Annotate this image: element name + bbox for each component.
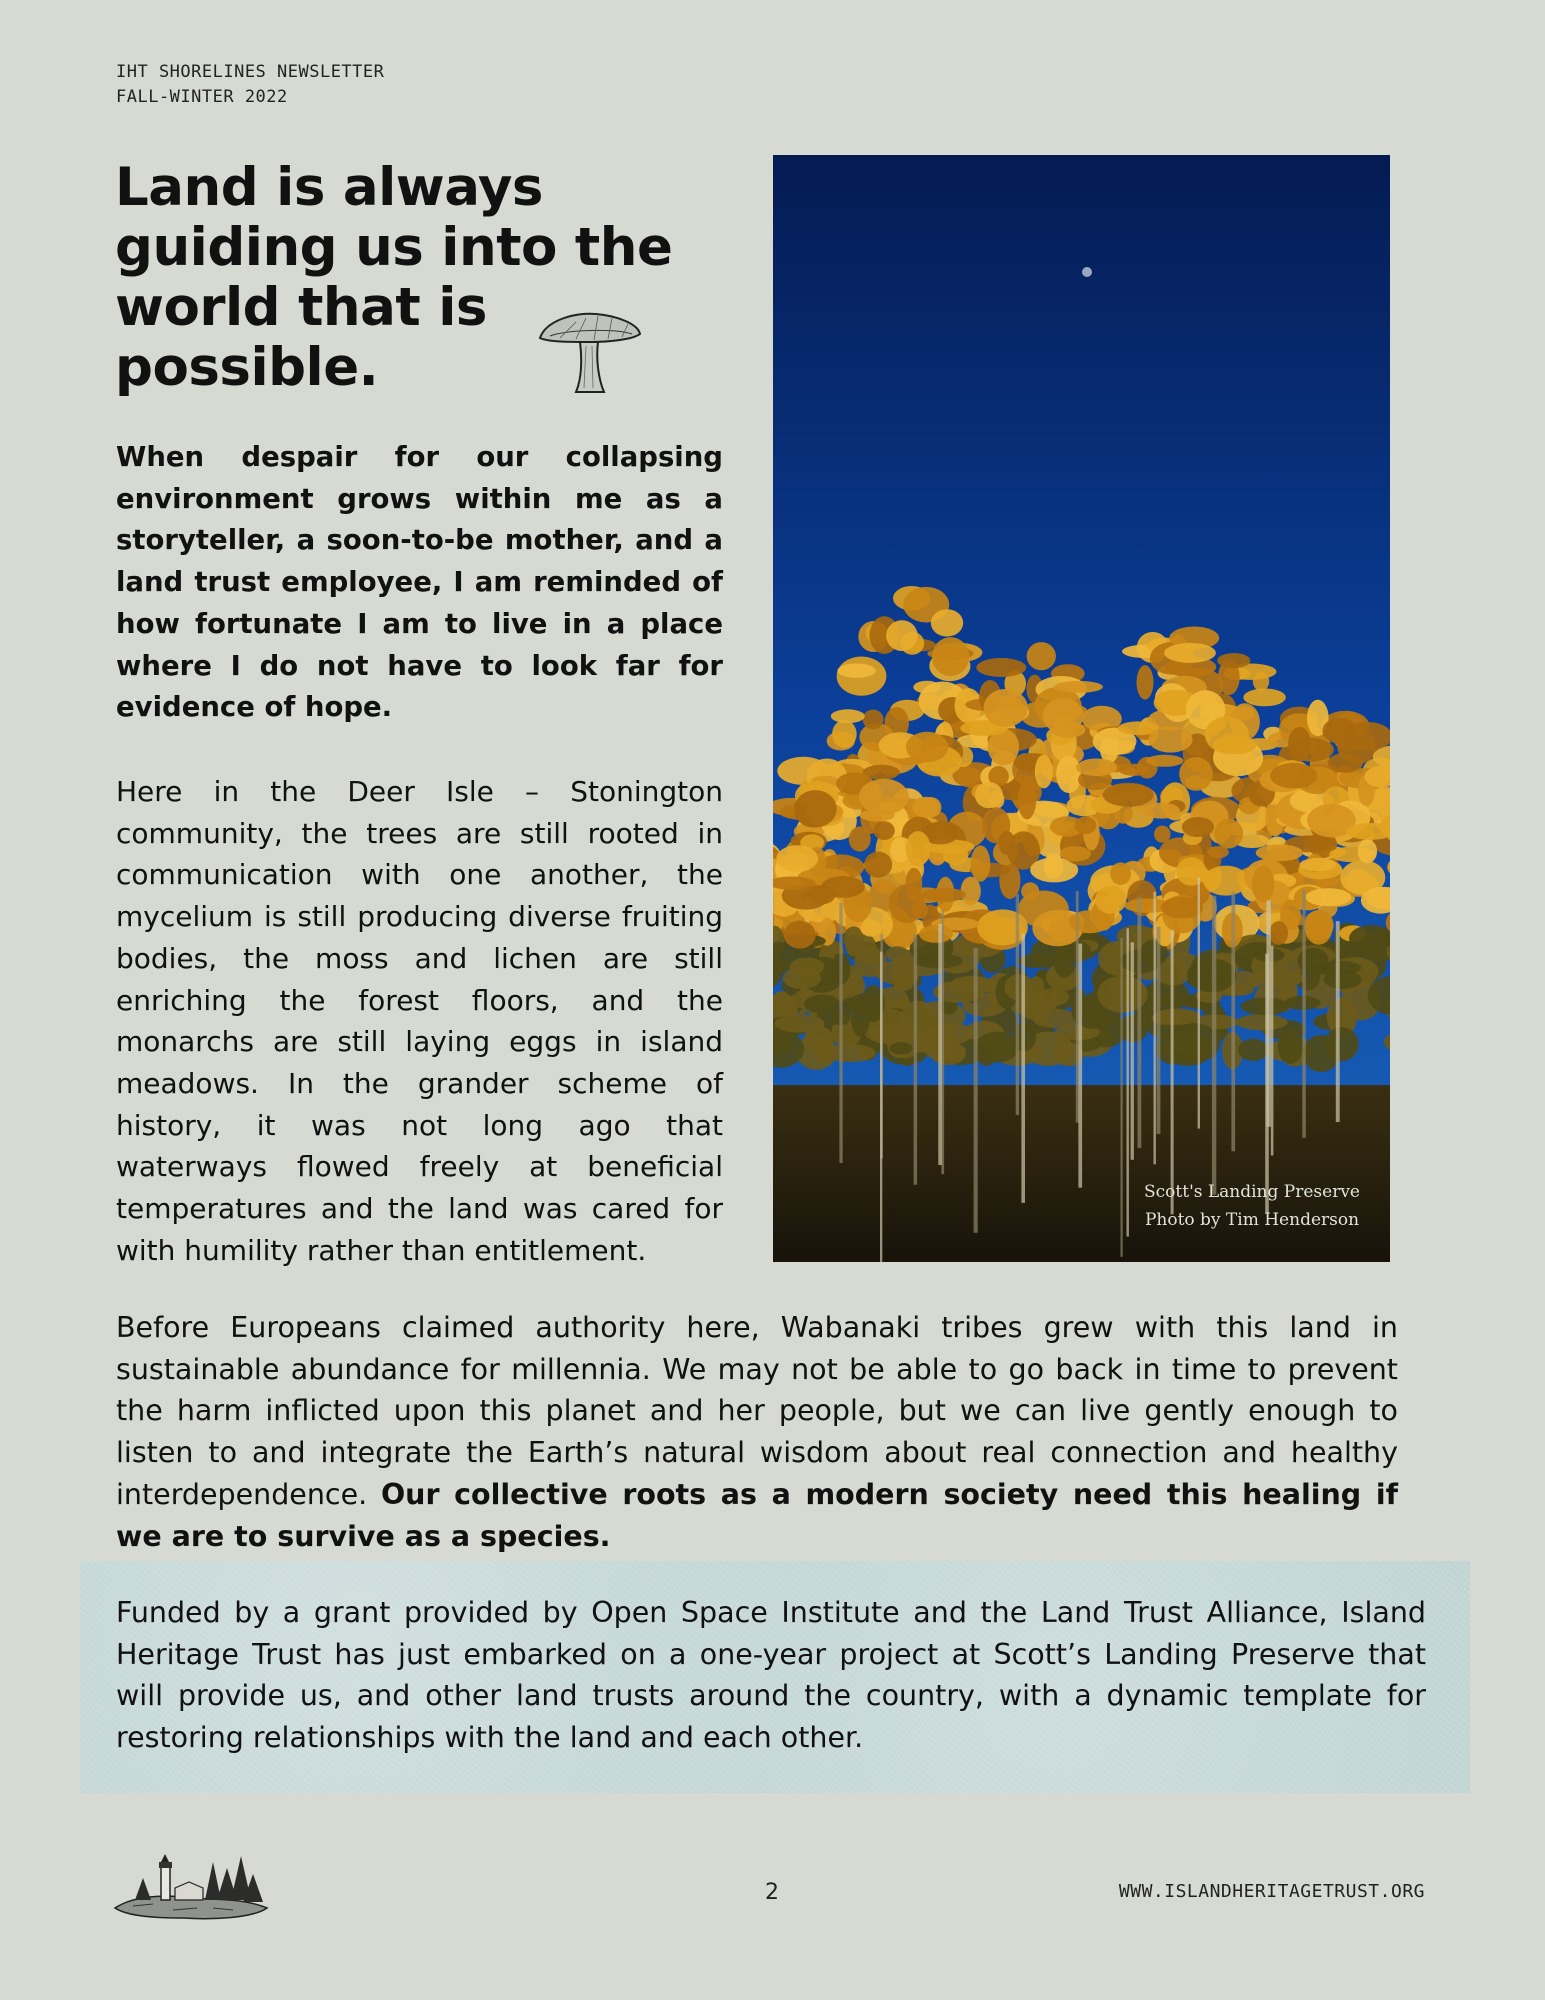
foliage-cluster bbox=[1119, 764, 1150, 776]
tree-trunk bbox=[1212, 896, 1216, 1195]
photo-caption-location: Scott's Landing Preserve bbox=[1144, 1182, 1360, 1202]
foliage-cluster bbox=[863, 710, 884, 730]
tree-trunk bbox=[1078, 944, 1082, 1188]
foliage-cluster bbox=[889, 1042, 912, 1054]
foliage-cluster bbox=[784, 921, 816, 949]
foliage-cluster bbox=[849, 826, 871, 851]
foliage-cluster bbox=[831, 709, 865, 723]
foliage-cluster bbox=[977, 909, 1028, 945]
website-link[interactable]: WWW.ISLANDHERITAGETRUST.ORG bbox=[1118, 1881, 1425, 1902]
foliage-cluster bbox=[894, 979, 913, 991]
foliage-cluster bbox=[1161, 897, 1204, 919]
foliage-cluster bbox=[1095, 886, 1127, 914]
tree-trunk bbox=[839, 903, 842, 1163]
forest-image bbox=[773, 155, 1390, 1262]
foliage-cluster bbox=[1053, 944, 1076, 978]
foliage-cluster bbox=[1164, 643, 1216, 663]
foliage-cluster bbox=[1270, 763, 1317, 789]
newsletter-name: IHT SHORELINES NEWSLETTER bbox=[116, 62, 385, 82]
foliage-cluster bbox=[1324, 970, 1362, 989]
foliage-cluster bbox=[1035, 755, 1053, 789]
foliage-cluster bbox=[1143, 803, 1180, 819]
foliage-cluster bbox=[776, 845, 818, 871]
tree-trunk bbox=[1302, 890, 1306, 1138]
foliage-cluster bbox=[1052, 722, 1086, 738]
foliage-cluster bbox=[1304, 835, 1327, 852]
foliage-cluster bbox=[1238, 1039, 1268, 1061]
tree-trunk bbox=[1138, 897, 1142, 1148]
foliage-cluster bbox=[984, 689, 1028, 727]
foliage-cluster bbox=[906, 732, 948, 762]
foliage-cluster bbox=[1076, 759, 1117, 777]
body-paragraph-1: Here in the Deer Isle – Stonington community, the trees are still rooted in communication with one another, the mycelium is still producing diverse fruiting bodies, the moss and lichen are still enriching the forest floors, and the monarchs are still laying eggs in island meadows. In the grander scheme of history, it was not long ago that waterways flowed freely at beneficial temperatures and the land was cared for with humility rather than entitlement. bbox=[116, 775, 723, 1267]
foliage-cluster bbox=[976, 658, 1026, 677]
tree-trunk bbox=[1265, 954, 1269, 1214]
foliage-cluster bbox=[906, 868, 923, 898]
page-number: 2 bbox=[765, 1880, 779, 1905]
foliage-cluster bbox=[1322, 718, 1357, 744]
foliage-cluster bbox=[1256, 844, 1303, 861]
tree-trunk bbox=[1198, 877, 1200, 1128]
foliage-cluster bbox=[1288, 727, 1311, 762]
foliage-cluster bbox=[837, 664, 875, 678]
foliage-cluster bbox=[1213, 735, 1257, 754]
foliage-cluster bbox=[1214, 819, 1243, 849]
body-paragraph-2 bbox=[116, 1307, 1398, 1557]
foliage-cluster bbox=[1146, 755, 1184, 767]
foliage-cluster bbox=[998, 831, 1015, 855]
foliage-cluster bbox=[1243, 689, 1286, 707]
foliage-cluster bbox=[912, 901, 929, 919]
foliage-cluster bbox=[1075, 816, 1097, 834]
tree-trunk bbox=[1076, 891, 1079, 1123]
tree-trunk bbox=[880, 952, 882, 1262]
newsletter-header bbox=[116, 60, 384, 110]
foliage-cluster bbox=[886, 620, 918, 651]
foliage-cluster bbox=[1187, 959, 1236, 993]
foliage-cluster bbox=[1021, 882, 1039, 900]
tree-trunk bbox=[1021, 934, 1025, 1203]
foliage-cluster bbox=[841, 998, 860, 1013]
tree-trunk bbox=[938, 924, 942, 1165]
foliage-cluster bbox=[804, 1026, 834, 1051]
foliage-cluster bbox=[1103, 783, 1154, 807]
foliage-cluster bbox=[1069, 910, 1111, 933]
foliage-cluster bbox=[1182, 817, 1214, 837]
foliage-cluster bbox=[975, 782, 1003, 808]
tree-trunk bbox=[1154, 892, 1156, 1165]
foliage-cluster bbox=[1298, 948, 1329, 974]
foliage-cluster bbox=[1304, 910, 1334, 940]
tree-trunk bbox=[1157, 927, 1161, 1134]
foliage-cluster bbox=[906, 831, 931, 866]
foliage-cluster bbox=[859, 779, 909, 815]
foliage-cluster bbox=[961, 877, 981, 906]
photo-caption bbox=[1144, 1178, 1360, 1234]
article-title: Land is always guiding us into the world that is possible. bbox=[115, 157, 673, 398]
foliage-cluster bbox=[1236, 1014, 1288, 1030]
foliage-cluster bbox=[1110, 862, 1131, 885]
tree-trunk bbox=[1171, 930, 1174, 1214]
foliage-cluster bbox=[1176, 857, 1206, 885]
tree-trunk bbox=[1271, 946, 1274, 1156]
tree-trunk bbox=[1121, 938, 1123, 1257]
foliage-cluster bbox=[1148, 726, 1192, 752]
foliage-cluster bbox=[873, 821, 894, 840]
foliage-cluster bbox=[1305, 888, 1351, 906]
foliage-cluster bbox=[1208, 846, 1229, 858]
foliage-cluster bbox=[860, 920, 881, 937]
foliage-cluster bbox=[886, 946, 909, 961]
lead-paragraph: When despair for our collapsing environment grows within me as a storyteller, a soon-to-be mother, and a land trust employee, I am reminded of how fortunate I am to live in a place where I do not have to look far for evidence of hope. bbox=[116, 441, 723, 724]
foliage-cluster bbox=[1358, 840, 1377, 864]
foliage-cluster bbox=[923, 888, 966, 902]
foliage-cluster bbox=[931, 609, 963, 636]
foliage-cluster bbox=[943, 845, 968, 865]
foliage-cluster bbox=[912, 797, 938, 818]
foliage-cluster bbox=[1300, 858, 1337, 871]
body-paragraph-2-emphasis: Our collective roots as a modern society need this healing if we are to survive as a species. bbox=[116, 1477, 1399, 1553]
foliage-cluster bbox=[790, 958, 825, 976]
foliage-cluster bbox=[864, 852, 892, 878]
funding-paragraph: Funded by a grant provided by Open Space Institute and the Land Trust Alliance, Island Heritage Trust has just embarked on a one-year project at Scott’s Landing Preserve that will provide us, and other land trusts around the country, with a dynamic template for restoring relationships with the land and each other. bbox=[116, 1596, 1426, 1755]
foliage-cluster bbox=[931, 1023, 973, 1045]
foliage-cluster bbox=[932, 637, 969, 676]
foliage-cluster bbox=[1028, 976, 1044, 997]
mushroom-icon bbox=[536, 308, 644, 398]
tree-trunk bbox=[1131, 942, 1134, 1160]
foliage-cluster bbox=[1018, 781, 1036, 820]
foliage-cluster bbox=[1269, 921, 1288, 945]
foliage-cluster bbox=[1027, 642, 1056, 670]
photo-caption-credit: Photo by Tim Henderson bbox=[1144, 1210, 1360, 1230]
foliage-cluster bbox=[1060, 846, 1091, 861]
foliage-cluster bbox=[808, 885, 836, 904]
tree-trunk bbox=[1016, 894, 1019, 1115]
tree-trunk bbox=[914, 935, 918, 1185]
tree-trunk bbox=[1127, 928, 1129, 1236]
foliage-cluster bbox=[971, 845, 991, 881]
foliage-cluster bbox=[929, 1042, 966, 1061]
foliage-cluster bbox=[1203, 866, 1249, 896]
foliage-cluster bbox=[1278, 1028, 1303, 1064]
foliage-cluster bbox=[832, 720, 857, 748]
foliage-cluster bbox=[1217, 653, 1250, 668]
tree-trunk bbox=[1336, 921, 1340, 1122]
island-lighthouse-logo bbox=[113, 1852, 269, 1922]
foliage-cluster bbox=[1241, 998, 1289, 1016]
foliage-cluster bbox=[1303, 1035, 1340, 1072]
foliage-cluster bbox=[794, 790, 836, 827]
foliage-cluster bbox=[1328, 753, 1363, 773]
feature-photo bbox=[773, 155, 1390, 1262]
foliage-cluster bbox=[900, 1001, 936, 1041]
foliage-cluster bbox=[1154, 826, 1171, 843]
foliage-cluster bbox=[1179, 757, 1213, 791]
foliage-cluster bbox=[919, 925, 953, 943]
foliage-cluster bbox=[1252, 866, 1275, 903]
foliage-cluster bbox=[1054, 681, 1103, 693]
tree-trunk bbox=[974, 948, 978, 1233]
body-paragraph-2-text: Before Europeans claimed authority here, Wabanaki tribes grew with this land in sustainable abundance for millennia. We may not be able to go back in time to prevent the harm inflicted upon this planet and her people, but we can live gently enough to listen to and integrate the Earth’s natural wisdom about real connection and healthy interdependence. bbox=[116, 1311, 1398, 1511]
foliage-cluster bbox=[1056, 756, 1081, 793]
tree-trunk bbox=[1231, 892, 1235, 1152]
foliage-cluster bbox=[1137, 665, 1154, 700]
newsletter-issue: FALL-WINTER 2022 bbox=[116, 87, 288, 107]
